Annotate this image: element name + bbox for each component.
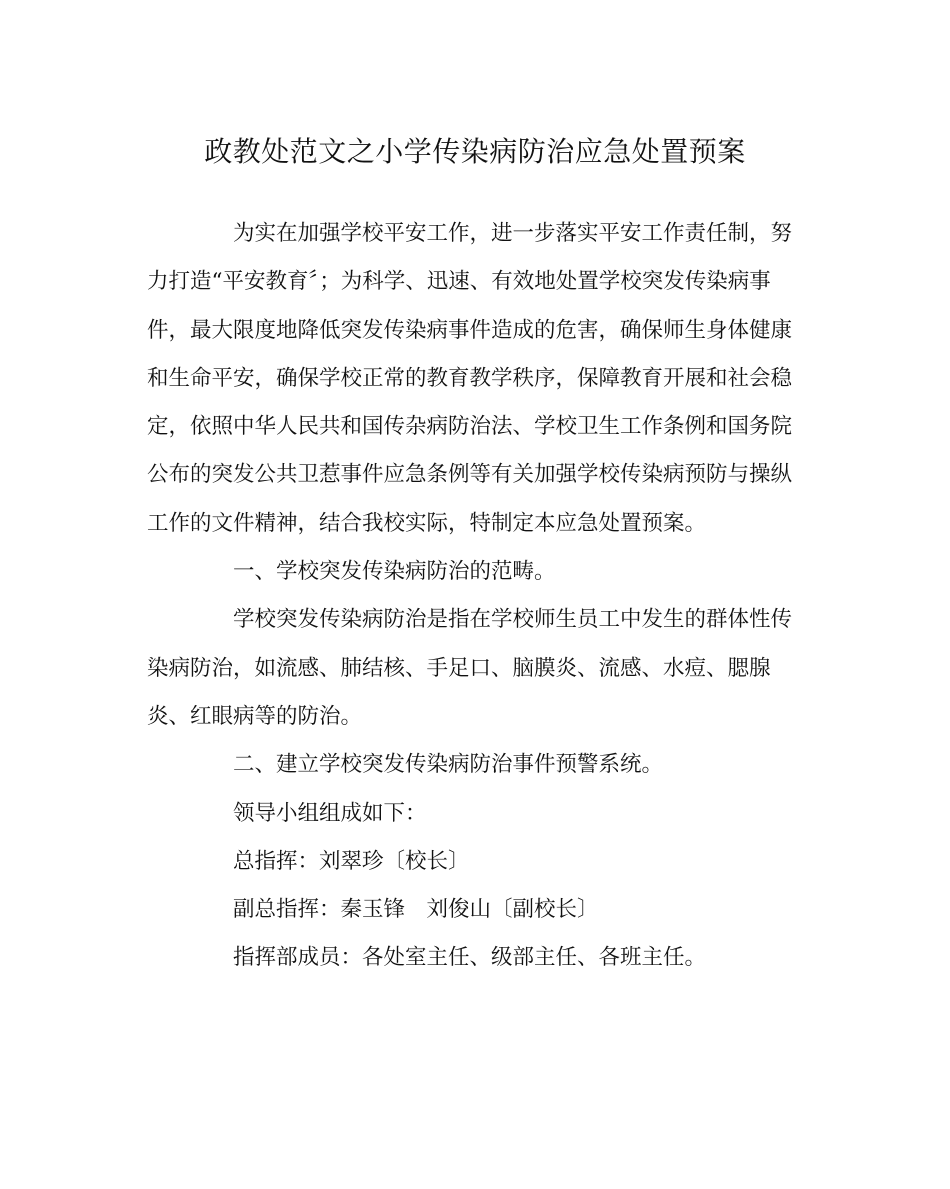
intro-line: 为实在加强学校平安工作，进一步落实平安工作责任制，努 [233, 221, 793, 246]
section-2-heading: 二、建立学校突发传染病防治事件预警系统。 [233, 752, 664, 778]
section-1-heading: 一、学校突发传染病防治的范畴。 [233, 559, 556, 585]
intro-line: 工作的文件精神，结合我校实际，特制定本应急处置预案。 [147, 510, 707, 536]
document-body [147, 210, 807, 983]
intro-line: 定，依照中华人民共和国传杂病防治法、学校卫生工作条例和国务院 [147, 414, 793, 440]
document-title: 政教处范文之小学传染病防治应急处置预案 [204, 135, 746, 168]
intro-line: 和生命平安，确保学校正常的教育教学秩序，保障教育开展和社会稳 [147, 365, 793, 391]
intro-line: 公布的突发公共卫惹事件应急条例等有关加强学校传染病预防与操纵 [147, 462, 793, 488]
intro-line: 力打造“平安教育〞；为科学、迅速、有效地处置学校突发传染病事 [147, 269, 771, 295]
section-1-paragraph [147, 596, 807, 741]
section-1-line: 学校突发传染病防治是指在学校师生员工中发生的群体性传 [233, 607, 793, 633]
members-line: 指挥部成员：各处室主任、级部主任、各班主任。 [233, 945, 707, 971]
section-1-line: 染病防治，如流感、肺结核、手足口、脑膜炎、流感、水痘、腮腺 [147, 655, 771, 681]
leadership-intro: 领导小组组成如下： [233, 800, 427, 826]
deputy-commander-line: 副总指挥：秦玉锋 刘俊山〔副校长〕 [233, 897, 599, 923]
commander-line: 总指挥：刘翠珍〔校长〕 [233, 848, 470, 874]
intro-paragraph [147, 210, 807, 548]
intro-line: 件，最大限度地降低突发传染病事件造成的危害，确保师生身体健康 [147, 317, 793, 343]
section-1-line: 炎、红眼病等的防治。 [147, 703, 363, 729]
